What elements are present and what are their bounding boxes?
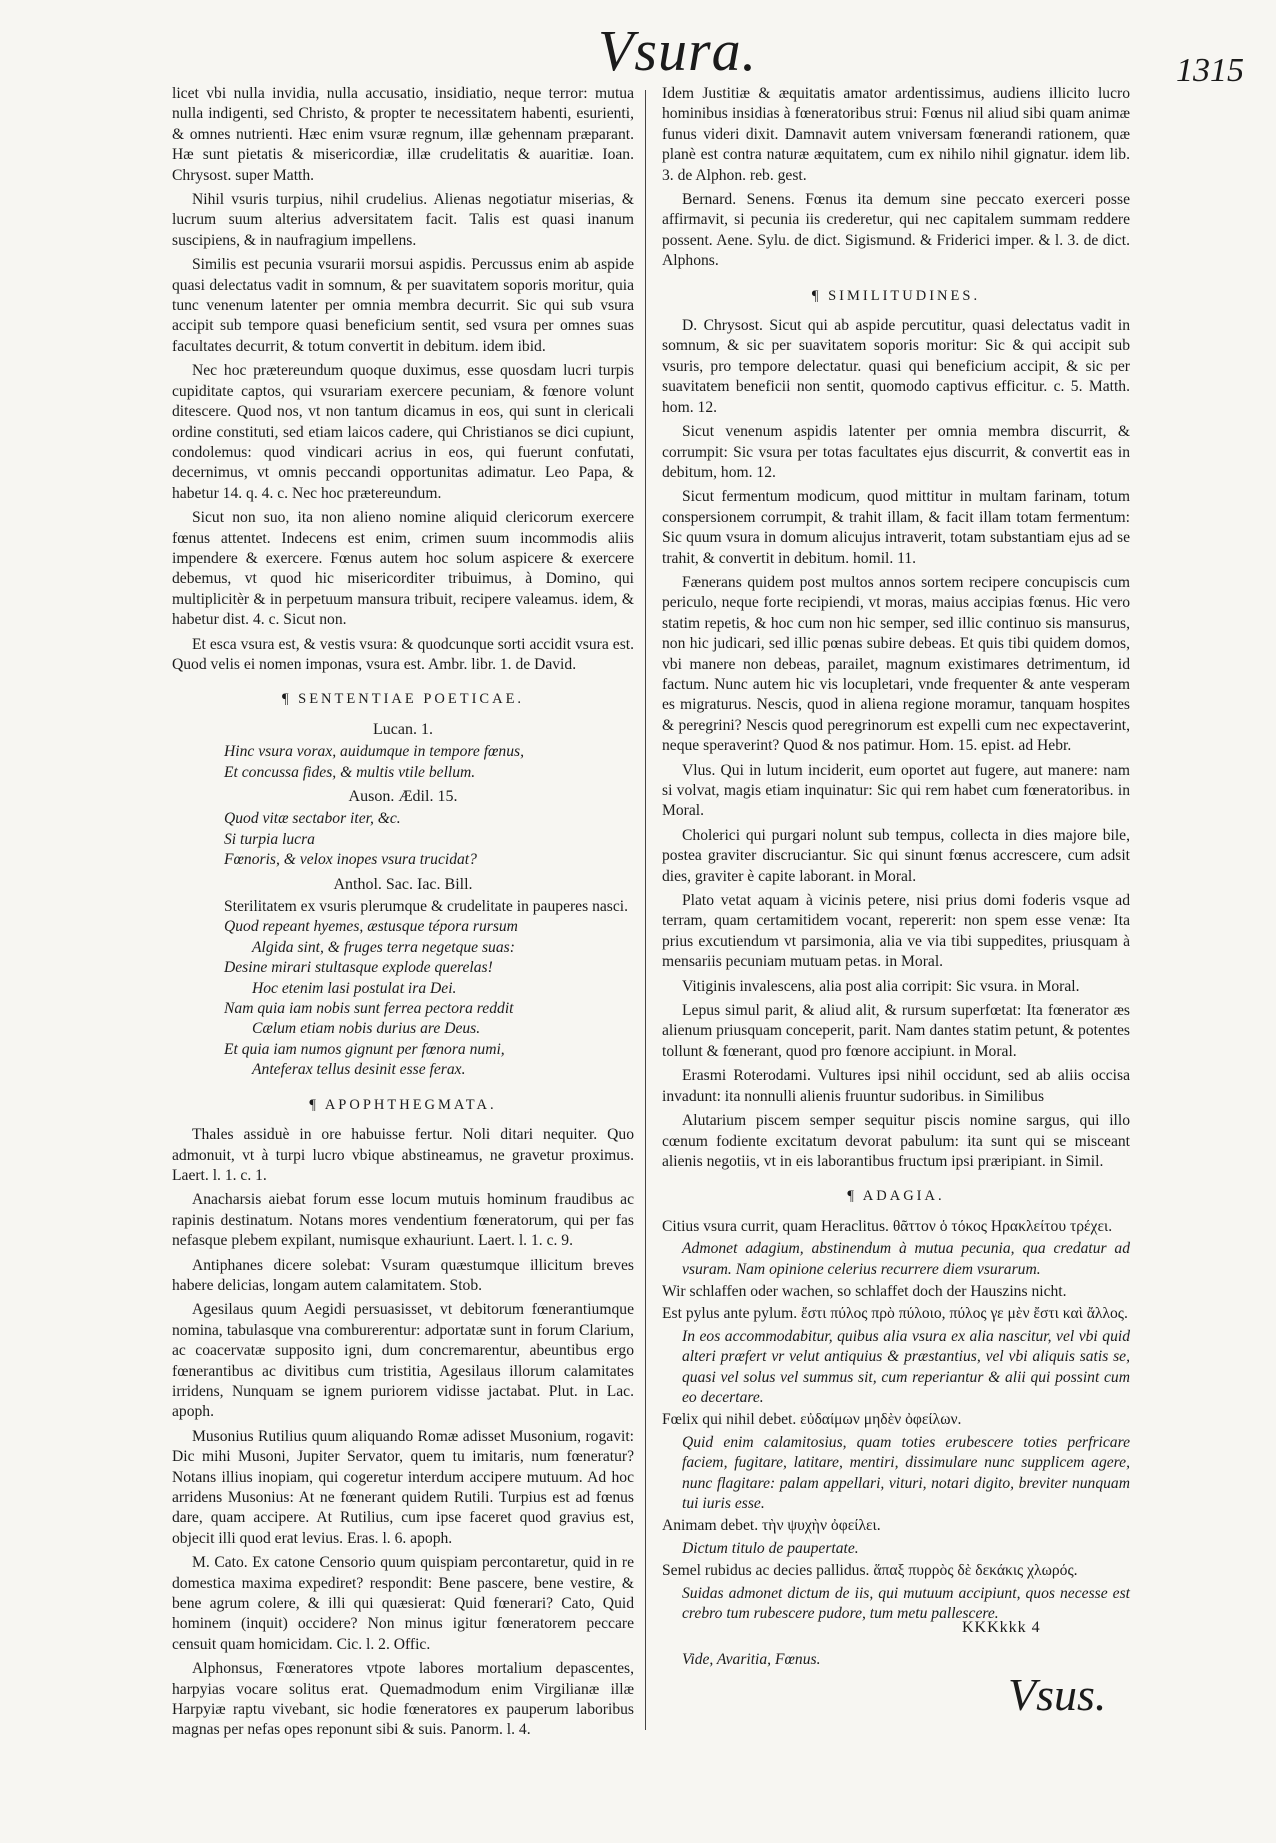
adage-entry: Suidas admonet dictum de iis, qui mutuum accipiunt, quos necesse est crebro tum rubescere pudore, tum metu pallescere. xyxy=(682,1584,1130,1623)
running-title: Vsura. xyxy=(598,18,758,83)
paragraph: Vlus. Qui in lutum inciderit, eum oportet aut fugere, aut manere: nam si volvat, magis etiam inquinatur: Sic qui rem habet cum fœneratoribus. in Moral. xyxy=(662,761,1130,820)
verse-line: Hoc etenim lasi postulat ira Dei. xyxy=(252,979,457,997)
paragraph: Sicut venenum aspidis latenter per omnia membra discurrit, & corrumpit: Sic vsura per totas facultates ejus discurrit, & convertit eas in debitum, hom. 12. xyxy=(662,423,1130,481)
adagia-list xyxy=(662,1217,1130,1625)
adage-entry: Wir schlaffen oder wachen, so schlaffet doch der Hauszins nicht. xyxy=(662,1282,1067,1300)
paragraph: licet vbi nulla invidia, nulla accusatio, insidiatio, neque terror: mutua nulla indigenti, sed Christo, & propter te necessitatem habenti, esurienti, & omnes nutrienti. Hæc enim vsuræ regnum, illæ gehennam præparant. Hæ sunt pietatis & misericordiæ, illæ crudelitatis & auaritiæ. Ioan. Chrysost. super Matth. xyxy=(172,85,634,184)
paragraph: Bernard. Senens. Fœnus ita demum sine peccato exerceri posse affirmavit, si pecunia iis crederetur, qui nec capitalem summam reddere possent. Aene. Sylu. de dict. Sigismund. & Friderici imper. & l. 3. de dict. Alphons. xyxy=(662,191,1130,270)
adage-entry: Admonet adagium, abstinendum à mutua pecunia, qua credatur ad vsuram. Nam opinione celerius recurrere diem vsurarum. xyxy=(682,1240,1130,1278)
verse-line: Nam quia iam nobis sunt ferrea pectora reddit xyxy=(224,1000,514,1018)
section-heading-similitudines: ¶ SIMILITUDINES. xyxy=(811,287,981,304)
paragraph: Et esca vsura est, & vestis vsura: & quodcunque sorti accidit vsura est. Quod velis ei nomen imponas, vsura est. Ambr. libr. 1. de David. xyxy=(172,635,634,673)
section-heading-apophthegmata: ¶ APOPHTHEGMATA. xyxy=(309,1096,497,1113)
paragraph: Alphonsus, Fœneratores vtpote labores mortalium depascentes, harpyias vocare solitus erat. Quemadmodum enim Virgilianæ illæ Harpyiæ raptu vivebant, sic hodie fœneratores ex pauperum laboribus magnas per nefas opes reponunt sibi & suis. Panorm. l. 4. xyxy=(172,1660,634,1739)
paragraph: Anacharsis aiebat forum esse locum mutuis hominum fraudibus ac rapinis destinatum. Notans mores vendentium fœneratorum, qui per fas nefasque plebem expilant, numisque exhauriunt. Laert. l. 1. c. 9. xyxy=(172,1191,634,1250)
paragraph: Vitiginis invalescens, alia post alia corripit: Sic vsura. in Moral. xyxy=(682,977,1080,995)
paragraph: Thales assiduè in ore habuisse fertur. Noli ditari nequiter. Quo admonuit, vt à turpi lucro vbique abstineamus, ne gravetur proximus. Laert. l. 1. c. 1. xyxy=(172,1126,634,1184)
adage-entry: In eos accommodabitur, quibus alia vsura ex alia nascitur, vel vbi quid alteri præfert vr velut antiquius & præstantius, vel vbi aliquis satis se, quasi vel solus vel summus sit, cum reperiantur & alii qui possint cum eo decertare. xyxy=(682,1327,1130,1406)
paragraph: M. Cato. Ex catone Censorio quum quispiam percontaretur, quid in re domestica maxima expediret? respondit: Bene pascere, bene vestire, & bene agrum colere, & illi qui quæsierat: Quid fœnerari? Cato, Quid hominem (inquit) occidere? Non minus igitur fœneratorem peccare censuit quam homicidam. Cic. l. 2. Offic. xyxy=(172,1554,634,1653)
paragraph: Sicut fermentum modicum, quod mittitur in multam farinam, totum conspersionem corrumpit, & trahit illam, & facit illam totam fermentum: Sic quum vsura in domum alicujus intraverit, totam substantiam ejus ad se trahit, & convertit in debitum. homil. 11. xyxy=(662,488,1130,567)
verse-line: Anteferax tellus desinit esse ferax. xyxy=(252,1061,466,1079)
paragraph: Antiphanes dicere solebat: Vsuram quæstumque illicitum breves habere delicias, longam autem calamitatem. Stob. xyxy=(172,1256,634,1294)
verse-line: Algida sint, & fruges terra negetque suas: xyxy=(252,938,515,956)
paragraph: Sicut non suo, ita non alieno nomine aliquid clericorum exercere fœnus attentet. Indecens est enim, crimen suum incommodis aliis impendere & exercere. Fœnus autem hoc solum aspicere & exercere debemus, vt quod hic misericorditer tribuimus, à Domino, qui multiplicitèr & in perpetuum mansura tribuit, recipere valeamus. idem, & habetur dist. 4. c. Sicut non. xyxy=(172,509,634,629)
verse-line: Quod vitæ sectabor iter, &c. xyxy=(224,810,401,828)
verse-line: Fœnoris, & velox inopes vsura trucidat? xyxy=(224,851,477,869)
left-column xyxy=(172,84,634,1745)
paragraph: Erasmi Roterodami. Vultures ipsi nihil occidunt, sed ab aliis occisa invadunt: ita nonnulli alienis fruuntur sudoribus. in Similibus xyxy=(662,1067,1130,1105)
poem-source: Auson. Ædil. 15. xyxy=(348,788,458,805)
paragraph: Nec hoc prætereundum quoque duximus, esse quosdam lucri turpis cupiditate captos, qui vsurariam exercere pecuniam, & fœnore volunt ditescere. Quod nos, vt non tantum dicamus in eos, qui sunt in clericali ordine constituti, sed etiam laicos cadere, qui Christianos se dici cupiunt, condolemus: quod vindicari acrius in eos, qui fuerunt confutati, decernimus, vt omnis peccandi opportunitas adimatur. Leo Papa, & habetur 14. q. 4. c. Nec hoc prætereundum. xyxy=(172,362,634,502)
adage-entry: Quid enim calamitosius, quam toties erubescere toties perfricare faciem, fugitare, latitare, mentiri, dissimulare nunc supplicem agere, nunc flagitare: palam appellari, vituri, notari digito, breviter nunquam tui iuris esse. xyxy=(682,1433,1130,1512)
verse-line: Cælum etiam nobis durius are Deus. xyxy=(252,1020,481,1038)
paragraph: Alutarium piscem semper sequitur piscis nomine sargus, qui illo cœnum fodiente excitatum devorat pabulum: ita sunt qui se misceant alienis negotiis, vt in eis laborantibus fructum ipsi præripiant. in Simil. xyxy=(662,1112,1130,1170)
paragraph: Similis est pecunia vsurarii morsui aspidis. Percussus enim ab aspide quasi delectatus vadit in somnum, & per suavitatem soporis moritur, quia tunc venenum latenter per omnia membra decurrit. Sic qui sub vsura accipit sub tempore quasi beneficium sentit, sed vsura per omnes suas facultates decurrit, & totum convertit in debitum. idem ibid. xyxy=(172,256,634,355)
adage-entry: Dictum titulo de paupertate. xyxy=(682,1539,859,1557)
paragraph: Idem Justitiæ & æquitatis amator ardentissimus, audiens illicito lucro hominibus insidias à fœneratoribus strui: Fœnus nil aliud sibi quam animæ funus videri dixit. Damnavit autem vniversam fœnerandi rationem, quæ planè est contra naturæ æquitatem, cum ex nihilo nihil gignatur. idem lib. 3. de Alphon. reb. gest. xyxy=(662,85,1130,184)
paragraph: Agesilaus quum Aegidi persuasisset, vt debitorum fœnerantiumque nomina, tabulasque vna comburerentur: adportatæ sunt in forum Clarium, ac coacervatæ supposito igni, dum concremarentur, abeuntibus ergo fœnerantibus ac divitibus cum tristitia, Agesilaus illorum calamitates irridens, Nunquam se ignem puriorem vidisse jactabat. Plut. in Lac. apoph. xyxy=(172,1301,634,1421)
paragraph: Nihil vsuris turpius, nihil crudelius. Alienas negotiatur miserias, & lucrum suum alterius adversitatem facit. Talis est quasi inanum suscipiens, & in naufragium impellens. xyxy=(172,191,634,249)
right-column xyxy=(662,84,1130,1671)
paragraph: Musonius Rutilius quum aliquando Romæ adisset Musonium, rogavit: Dic mihi Musoni, Jupiter Servator, quem tu imitaris, num fœneratur? Notans illius inopiam, qui cogeretur interdum accipere mutuum. Ad hoc arridens Musonius: At ne fœnerant quidem Rutili. Turpius est ad fœnus dare, quam accipere. At Rutilius, cum ipse faceret quod gravius est, objecit illi quod erat levius. Eras. l. 6. apoph. xyxy=(172,1427,634,1547)
cross-reference: Vide, Avaritia, Fœnus. xyxy=(682,1651,821,1669)
verse-line: Et quia iam numos gignunt per fœnora numi, xyxy=(224,1040,505,1058)
adage-entry: Semel rubidus ac decies pallidus. ἅπαξ πυρρὸς δὲ δεκάκις χλωρός. xyxy=(662,1562,1078,1580)
adage-entry: Citius vsura currit, quam Heraclitus. θᾶττον ὁ τόκος Ηρακλείτου τρέχει. xyxy=(662,1217,1113,1235)
verse-line: Si turpia lucra xyxy=(224,830,315,848)
verse-line: Quod repeant hyemes, æstusque tépora rursum xyxy=(224,918,518,936)
adage-entry: Animam debet. τὴν ψυχὴν ὀφείλει. xyxy=(662,1517,881,1535)
verse-title: Sterilitatem ex vsuris plerumque & crudelitate in pauperes nasci. xyxy=(224,898,629,916)
column-rule xyxy=(645,90,646,1730)
paragraph: Cholerici qui purgari nolunt sub tempus, collecta in dies majore bile, postea graviter discruciantur. Sic qui sinunt fœnus accrescere, cum adsit dies, graviter è capite laborant. in Moral. xyxy=(662,826,1130,885)
section-heading-adagia: ¶ ADAGIA. xyxy=(847,1188,945,1205)
paragraph: Fænerans quidem post multos annos sortem recipere concupiscis cum periculo, neque forte recipiendi, vt moras, maius accipias fœnus. Hic vero statim repetis, & hoc cum non hic semper, sed illic continuo sis mansurus, non hic judicari, sed illic pœnas subire debeas. Et quis tibi quidem domos, vbi manere non debeas, parailet, magnum existimares detrimentum, id factum. Nunc autem hic vis locupletari, vnde frequenter & ante vesperam es migraturus. Nescis, quod in aliena regione moramur, tanquam hospites & peregrini? Nescis quod peregrinorum est expelli cum nec expectaverint, neque speraverint? Quod & nos patimur. Hom. 15. epist. ad Hebr. xyxy=(662,573,1130,755)
poem-source: Anthol. Sac. Iac. Bill. xyxy=(333,875,473,893)
signature-mark: KKKkkk 4 xyxy=(962,1619,1041,1636)
catchword: Vsus. xyxy=(1008,1669,1107,1720)
adage-entry: Fœlix qui nihil debet. εὐδαίμων μηδὲν ὀφείλων. xyxy=(662,1411,962,1429)
paragraph: Lepus simul parit, & aliud alit, & rursum superfœtat: Ita fœnerator æs alienum priusquam conceperit, parit. Nam dantes statim petunt, & potentes tollunt & fœnerant, quod pro fœnore accipiunt. in Moral. xyxy=(662,1002,1130,1060)
paragraph: Plato vetat aquam à vicinis petere, nisi prius domi foderis vsque ad terram, quam certamitidem vocant, repererit: non spem esse venæ: Ita prius excutiendum vt parsimonia, alia ve via tibi suppedites, priusquam à mensariis pecuniam mutuam petas. in Moral. xyxy=(662,892,1130,971)
adage-entry: Est pylus ante pylum. ἔστι πύλος πρὸ πύλοιο, πύλος γε μὲν ἔστι καὶ ἄλλος. xyxy=(662,1305,1128,1323)
page-number: 1315 xyxy=(1176,52,1244,89)
verse-line: Desine mirari stultasque explode querelas! xyxy=(224,959,493,977)
poem-source: Lucan. 1. xyxy=(373,720,433,738)
section-heading-poetic: ¶ SENTENTIAE POETICAE. xyxy=(281,691,525,708)
verse-line: Et concussa fides, & multis vtile bellum. xyxy=(224,763,476,781)
verse-line: Hinc vsura vorax, auidumque in tempore fœnus, xyxy=(224,743,524,761)
paragraph: D. Chrysost. Sicut qui ab aspide percutitur, quasi delectatus vadit in somnum, & sic per suavitatem soporis moritur: Sic & qui accipit sub vsuris, pro tempore delectatur. quasi qui beneficium accipit, & sic per suavitatem beneficii non sentit, quomodo captivus efficitur. c. 5. Matth. hom. 12. xyxy=(662,317,1130,416)
